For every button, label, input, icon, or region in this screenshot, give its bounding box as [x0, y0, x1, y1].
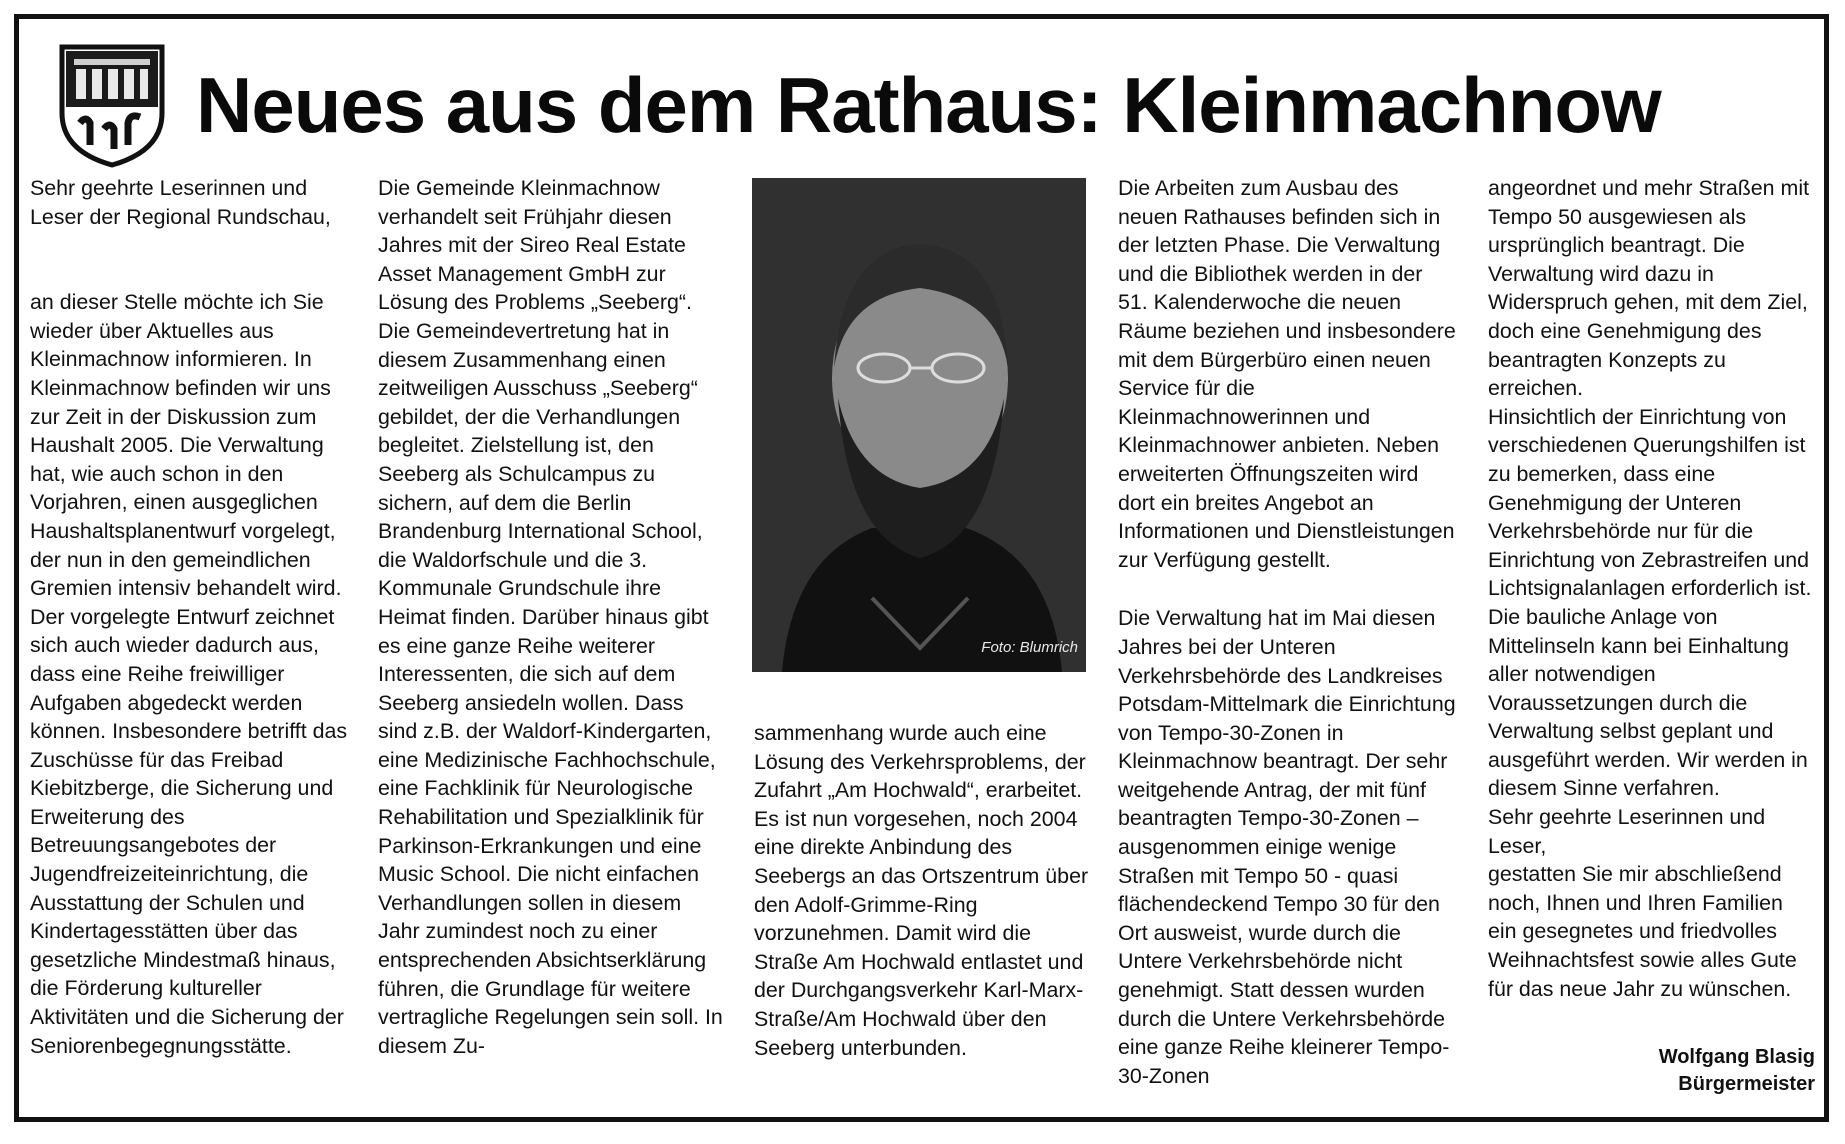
column-text: gestatten Sie mir abschließend noch, Ihnen und Ihren Familien ein gesegnetes und friedvolles Weihnachtsfest sowie alles Gute für das neue Jahr zu wünschen. [1488, 862, 1797, 1001]
column-text: Die Gemeinde Kleinmachnow verhandelt seit Frühjahr diesen Jahres mit der Sireo Real Estate Asset Management GmbH zur Lösung des Problems „Seeberg“. Die Gemeindevertretung hat in diesem Zusammenhang einen zeitweiligen Ausschuss „Seeberg“ gebildet, der die Verhandlungen begleitet. Zielstellung ist, den Seeberg als Schulcampus zu sichern, auf dem die Berlin Brandenburg International School, die Waldorfschule und die 3. Kommunale Grundschule ihre Heimat finden. Darüber hinaus gibt es eine ganze Reihe weiterer Interessenten, die sich auf dem Seeberg ansiedeln wollen. Dass sind z.B. der Waldorf-Kindergarten, eine Medizinische Fachhochschule, eine Fachklinik für Neurologische Rehabilitation und Spezialklinik für Parkinson-Erkrankungen und eine Music School. Die nicht einfachen Verhandlungen sollen in diesem Jahr zumindest noch zu einer entsprechenden Absichtserklärung führen, die Grundlage für weitere vertragliche Regelungen sein soll. In diesem Zu- [378, 176, 723, 1058]
text-column-5 [1488, 174, 1812, 1003]
column-text: Hinsichtlich der Einrichtung von verschiedenen Querungshilfen ist zu bemerken, dass eine Genehmigung der Unteren Verkehrsbehörde nur für die Einrichtung von Zebrastreifen und Lichtsignalanlagen erforderlich ist. Die bauliche Anlage von Mittelinseln kann bei Einhaltung aller notwendigen Voraussetzungen durch die Verwaltung selbst geplant und ausgeführt werden. Wir werden in diesem Sinne verfahren. [1488, 404, 1812, 801]
text-column-3 [754, 719, 1092, 1062]
column-text: Sehr geehrte Leserinnen und Leser, [1488, 805, 1766, 858]
text-column-1 [30, 174, 352, 1060]
coat-of-arms-icon [58, 43, 166, 169]
column-text: Die Verwaltung hat im Mai diesen Jahres bei der Unteren Verkehrsbehörde des Landkreises Potsdam-Mittelmark die Einrichtung von Tempo-30-Zonen in Kleinmachnow beantragt. Der sehr weitgehende Antrag, der mit fünf beantragten Tempo-30-Zonen – ausgenommen einige wenige Straßen mit Tempo 50 - quasi flächendeckend Tempo 30 für den Ort ausweist, wurde durch die Untere Verkehrsbehörde nicht genehmigt. Statt dessen wurden durch die Untere Verkehrsbehörde eine ganze Reihe kleinerer Tempo-30-Zonen [1118, 606, 1456, 1088]
column-text: Es ist nun vorgesehen, noch 2004 eine direkte Anbindung des Seebergs an das Ortszentrum über den Adolf-Grimme-Ring vorzunehmen. Damit wird die Straße Am Hochwald entlastet und der Durchgangsverkehr Karl-Marx-Straße/Am Hochwald über den Seeberg unterbunden. [754, 806, 1089, 1060]
article-headline: Neues aus dem Rathaus: Kleinmachnow [196, 61, 1661, 149]
text-column-2 [378, 174, 724, 1060]
photo-credit: Foto: Blumrich [981, 639, 1078, 656]
text-column-4 [1118, 174, 1458, 1090]
signature-block [1659, 1044, 1815, 1098]
signature-name: Wolfgang Blasig [1658, 1046, 1815, 1068]
column-text: an dieser Stelle möchte ich Sie wieder über Aktuelles aus Kleinmachnow informieren. In Kleinmachnow befinden wir uns zur Zeit in der Diskussion zum Haushalt 2005. Die Verwaltung hat, wie auch schon in den Vorjahren, einen ausgeglichen Haushaltsplanentwurf vorgelegt, der nun in den gemeindlichen Gremien intensiv behandelt wird. Der vorgelegte Entwurf zeichnet sich auch wieder dadurch aus, dass eine Reihe freiwilliger Aufgaben abgedeckt werden können. Insbesondere betrifft das Zuschüsse für das Freibad Kiebitzberge, die Sicherung und Erweiterung des Betreuungsangebotes der Jugendfreizeiteinrichtung, die Ausstattung der Schulen und Kindertagesstätten über das gesetzliche Mindestmaß hinaus, die Förderung kultureller Aktivitäten und die Sicherung der Seniorenbegegnungsstätte. [30, 290, 348, 1058]
column-text: sammenhang wurde auch eine Lösung des Verkehrsproblems, der Zufahrt „Am Hochwald“, erarbeitet. [754, 721, 1086, 803]
column-text: angeordnet und mehr Straßen mit Tempo 50 ausgewiesen als ursprünglich beantragt. Die Verwaltung wird dazu in Widerspruch gehen, mit dem Ziel, doch eine Genehmigung des beantragten Konzepts zu erreichen. [1488, 176, 1810, 401]
portrait-photo [752, 178, 1086, 672]
signature-title: Bürgermeister [1678, 1073, 1815, 1095]
column-text: Die Arbeiten zum Ausbau des neuen Rathauses befinden sich in der letzten Phase. Die Verwaltung und die Bibliothek werden in der 51. Kalenderwoche die neuen Räume beziehen und insbesondere mit dem Bürgerbüro einen neuen Service für die Kleinmachnowerinnen und Kleinmachnower anbieten. Neben erweiterten Öffnungszeiten wird dort ein breites Angebot an Informationen und Dienstleistungen zur Verfügung gestellt. [1118, 176, 1456, 572]
salutation: Sehr geehrte Leserinnen und Leser der Regional Rundschau, [30, 176, 331, 229]
